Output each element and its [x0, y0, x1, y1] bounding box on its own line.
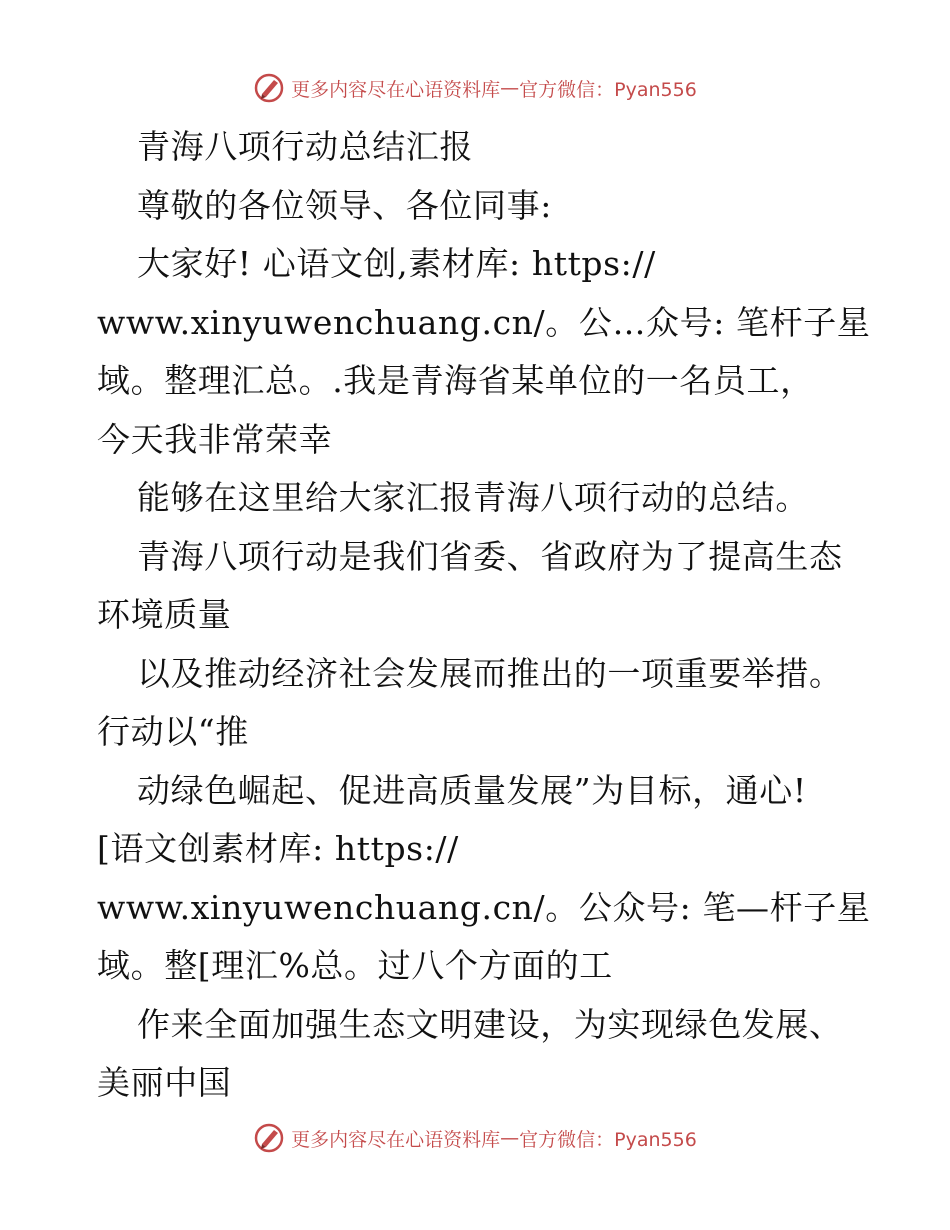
- banner-separator: —: [500, 77, 520, 99]
- paragraph-line: 作来全面加强生态文明建设，为实现绿色发展、: [137, 1004, 843, 1044]
- paragraph-line: 青海八项行动是我们省委、省政府为了提高生态: [137, 536, 843, 576]
- document-title: 青海八项行动总结汇报: [137, 127, 473, 166]
- banner-separator: —: [500, 1127, 520, 1149]
- paragraph-line: 以及推动经济社会发展而推出的一项重要举措。: [137, 653, 843, 693]
- salutation: 尊敬的各位领导、各位同事:: [137, 185, 552, 225]
- paragraph-line: 美丽中国: [97, 1063, 232, 1102]
- paragraph-line: 域。整[理汇%总。过八个方面的工: [97, 946, 613, 985]
- footer-watermark-banner: [0, 1122, 950, 1154]
- document-body: [97, 118, 877, 1113]
- paragraph-line: 今天我非常荣幸: [97, 419, 333, 459]
- paragraph-line: 动绿色崛起、促进高质量发展”为目标，通心!: [137, 770, 807, 810]
- paragraph-line: www.xinyuwenchuang.cn/。公…众号: 笔杆子星: [97, 302, 871, 342]
- paragraph-line: 域。整理汇总。.我是青海省某单位的一名员工，: [97, 361, 814, 400]
- paragraph-line: 环境质量: [97, 595, 232, 634]
- paragraph-line: 行动以“推: [97, 712, 249, 751]
- header-watermark-banner: [0, 72, 950, 104]
- banner-contact: 官方微信：Pyan556: [519, 1128, 697, 1151]
- paragraph-line: [语文创素材库: https://: [97, 829, 459, 868]
- banner-contact: 官方微信：Pyan556: [519, 78, 697, 101]
- banner-text: 更多内容尽在心语资料库: [291, 1128, 501, 1151]
- banner-text: 更多内容尽在心语资料库: [291, 78, 501, 101]
- paragraph-line: 大家好! 心语文创,素材库: https://: [137, 244, 656, 283]
- paragraph-line: 能够在这里给大家汇报青海八项行动的总结。: [137, 478, 809, 517]
- pen-seal-icon: [253, 1122, 285, 1154]
- paragraph-line: www.xinyuwenchuang.cn/。公众号: 笔—杆子星: [97, 887, 871, 927]
- pen-seal-icon: [253, 72, 285, 104]
